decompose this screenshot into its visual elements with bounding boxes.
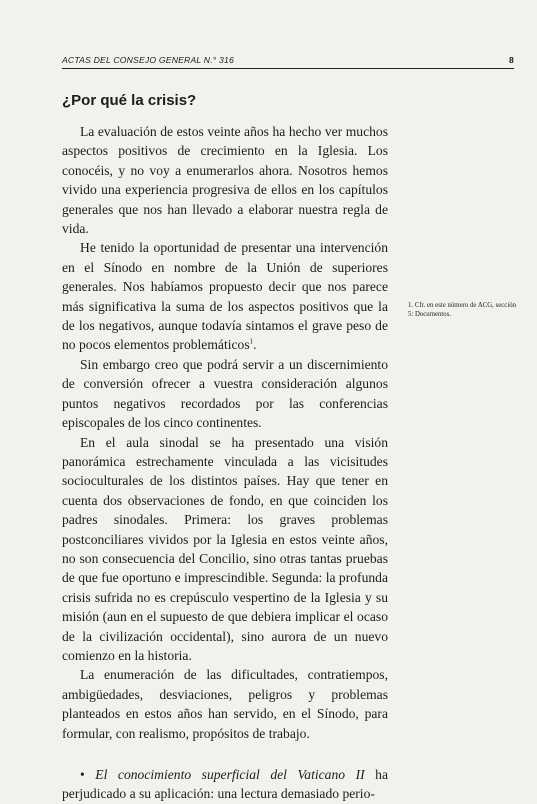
- running-header: [62, 55, 514, 67]
- bullet-italic-lead: El conocimiento superficial del Vaticano II: [95, 767, 365, 782]
- body-text: [62, 122, 388, 804]
- bullet-paragraph: [62, 765, 388, 804]
- paragraph-2-text: He tenido la oportunidad de presentar una intervención en el Sínodo en nombre de la Unión de superiores generales. Nos habíamos propuesto decir que nos parece más significativa la suma de los aspectos positivos que la de los negativos, aunque todavía sintamos el grave peso de no pocos elementos problemáticos: [62, 240, 388, 353]
- paragraph-5: La enumeración de las dificultades, contratiempos, ambigüedades, desviaciones, peligros y problemas planteados en estos años han servido, en el Sínodo, para formular, con realismo, propósitos de trabajo.: [62, 667, 388, 741]
- paragraph-4: En el aula sinodal se ha presentado una visión panorámica estrechamente vinculada a las vicisitudes socioculturales de los distintos países. Hay que tener en cuenta dos observaciones de fondo, en que coinciden los padres sinodales. Primera: los graves problemas postconciliares vividos por la Iglesia en estos veinte años, no son consecuencia del Concilio, sino otras tantas pruebas de que fue oportuno e imprescindible. Segunda: la profunda crisis sufrida no es crepúsculo vespertino de la Iglesia y su misión (aun en el supuesto de que debiera implicar el ocaso de la civilización occidental), sino aurora de un nuevo comienzo en la historia.: [62, 434, 388, 663]
- running-title: ACTAS DEL CONSEJO GENERAL N.° 316: [62, 55, 234, 65]
- paragraph-2-end: .: [253, 337, 257, 353]
- bullet-text: ha perjudicado a su aplicación: una lectura demasiado perio-: [62, 767, 388, 802]
- page-number: 8: [509, 55, 514, 65]
- bullet-marker: •: [80, 767, 85, 782]
- footnote-number: 1.: [408, 302, 414, 309]
- paragraph-2: [62, 238, 388, 354]
- footnote-text: Cfr. en este número de ACG, sección 5: Documentos.: [408, 302, 517, 318]
- paragraph-3: Sin embargo creo que podrá servir a un discernimiento de conversión ofrecer a vuestra consideración algunos puntos negativos recordados por las conferencias episcopales de los cinco continentes.: [62, 356, 388, 431]
- header-divider: [62, 68, 514, 69]
- footnote-reference[interactable]: 1: [249, 337, 254, 346]
- section-title: ¿Por qué la crisis?: [62, 92, 197, 109]
- paragraph-1: La evaluación de estos veinte años ha hecho ver muchos aspectos positivos de crecimiento en la Iglesia. Los conocéis, y no voy a enumerarlos ahora. Nosotros hemos vivido una experiencia progresiva de ellos en los capítulos generales que nos han llevado a elaborar nuestra regla de vida.: [62, 124, 388, 237]
- footnote: [408, 301, 516, 319]
